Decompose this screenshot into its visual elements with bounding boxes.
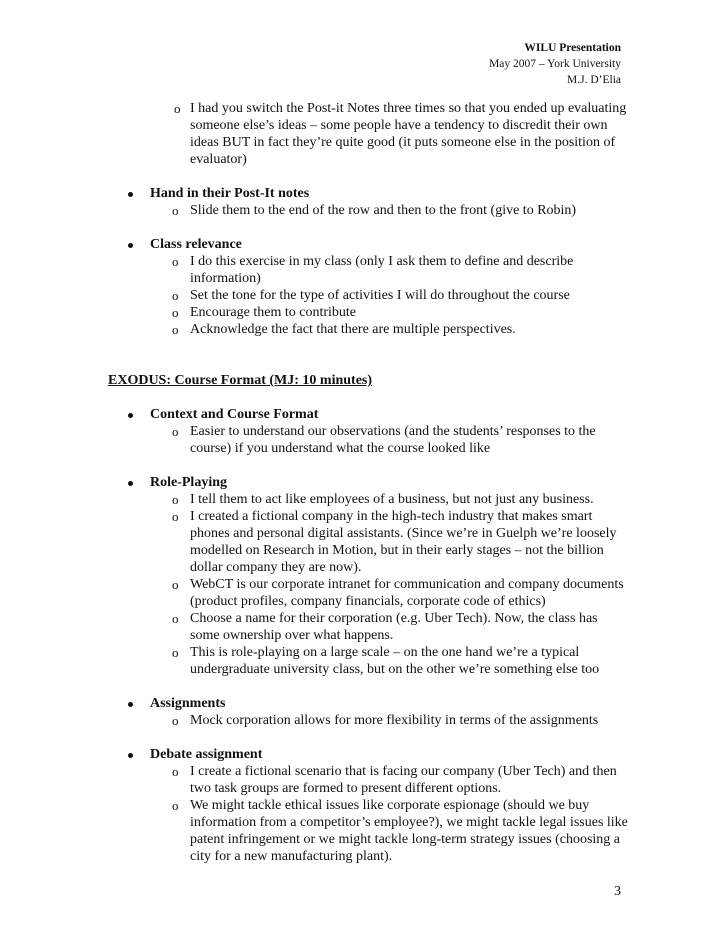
bullet-title: Assignments <box>150 696 226 711</box>
bullet-item <box>108 746 628 865</box>
bullet-dot <box>128 481 133 486</box>
sub-item: o WebCT is our corporate intranet for communication and company documents (product profiles, company financials, corporate code of ethics) <box>150 576 628 610</box>
bullet-item <box>108 185 628 219</box>
sub-item: o Choose a name for their corporation (e.g. Uber Tech). Now, the class has some ownership over what happens. <box>150 610 628 644</box>
section-heading: EXODUS: Course Format (MJ: 10 minutes) <box>108 373 373 388</box>
sub-item: o I do this exercise in my class (only I ask them to define and describe information) <box>150 253 628 287</box>
header-title: WILU Presentation <box>524 42 621 54</box>
sub-item: o We might tackle ethical issues like corporate espionage (should we buy information from a competitor’s employee?), we might tackle legal issues like patent infringement or we might tackle long-term strategy issues (choosing a city for a new manufacturing plant). <box>150 797 628 865</box>
sub-item: o Mock corporation allows for more flexibility in terms of the assignments <box>150 712 628 729</box>
bullet-dot <box>128 413 133 418</box>
sub-list <box>150 491 628 678</box>
sub-item: o Set the tone for the type of activities I will do throughout the course <box>150 287 628 304</box>
sub-item: o This is role-playing on a large scale – on the one hand we’re a typical undergraduate university class, but on the other we’re something else too <box>150 644 628 678</box>
bullet-title: Role-Playing <box>150 475 227 490</box>
sub-list <box>150 423 628 457</box>
bullet-item <box>108 236 628 338</box>
sub-item: o Slide them to the end of the row and then to the front (give to Robin) <box>150 202 628 219</box>
bullet-dot <box>128 243 133 248</box>
continued-subitems <box>108 100 628 168</box>
bullet-title: Context and Course Format <box>150 407 319 422</box>
bullet-title: Hand in their Post-It notes <box>150 186 310 201</box>
bullet-item <box>108 474 628 678</box>
bullet-title: Debate assignment <box>150 747 263 762</box>
header-date-location: May 2007 – York University <box>489 58 621 70</box>
sub-list <box>150 763 628 865</box>
sub-item: o I created a fictional company in the high-tech industry that makes smart phones and personal digital assistants. (Since we’re in Guelph we’re loosely modelled on Research in Motion, but in their early stages – not the billion dollar company they are now). <box>150 508 628 576</box>
sub-item: o Acknowledge the fact that there are multiple perspectives. <box>150 321 628 338</box>
sub-list <box>150 712 628 729</box>
sub-item: o I tell them to act like employees of a business, but not just any business. <box>150 491 628 508</box>
bullet-item <box>108 695 628 729</box>
sub-item: o Encourage them to contribute <box>150 304 628 321</box>
sub-item: o Easier to understand our observations (and the students’ responses to the course) if you understand what the course looked like <box>150 423 628 457</box>
sub-list <box>150 253 628 338</box>
sub-item: o I create a fictional scenario that is facing our company (Uber Tech) and then two task groups are formed to present different options. <box>150 763 628 797</box>
bullet-title: Class relevance <box>150 237 242 252</box>
bullet-dot <box>128 753 133 758</box>
sub-list <box>150 202 628 219</box>
header-author: M.J. D’Elia <box>567 74 621 86</box>
sub-item: o I had you switch the Post-it Notes three times so that you ended up evaluating someone else’s ideas – some people have a tendency to discredit their own ideas BUT in fact they’re quite good (it puts someone else in the position of evaluator) <box>108 100 628 168</box>
page-number: 3 <box>614 884 621 899</box>
bullet-dot <box>128 702 133 707</box>
document-body <box>108 100 628 882</box>
bullet-item <box>108 406 628 457</box>
bullet-dot <box>128 192 133 197</box>
page-header <box>489 40 621 88</box>
